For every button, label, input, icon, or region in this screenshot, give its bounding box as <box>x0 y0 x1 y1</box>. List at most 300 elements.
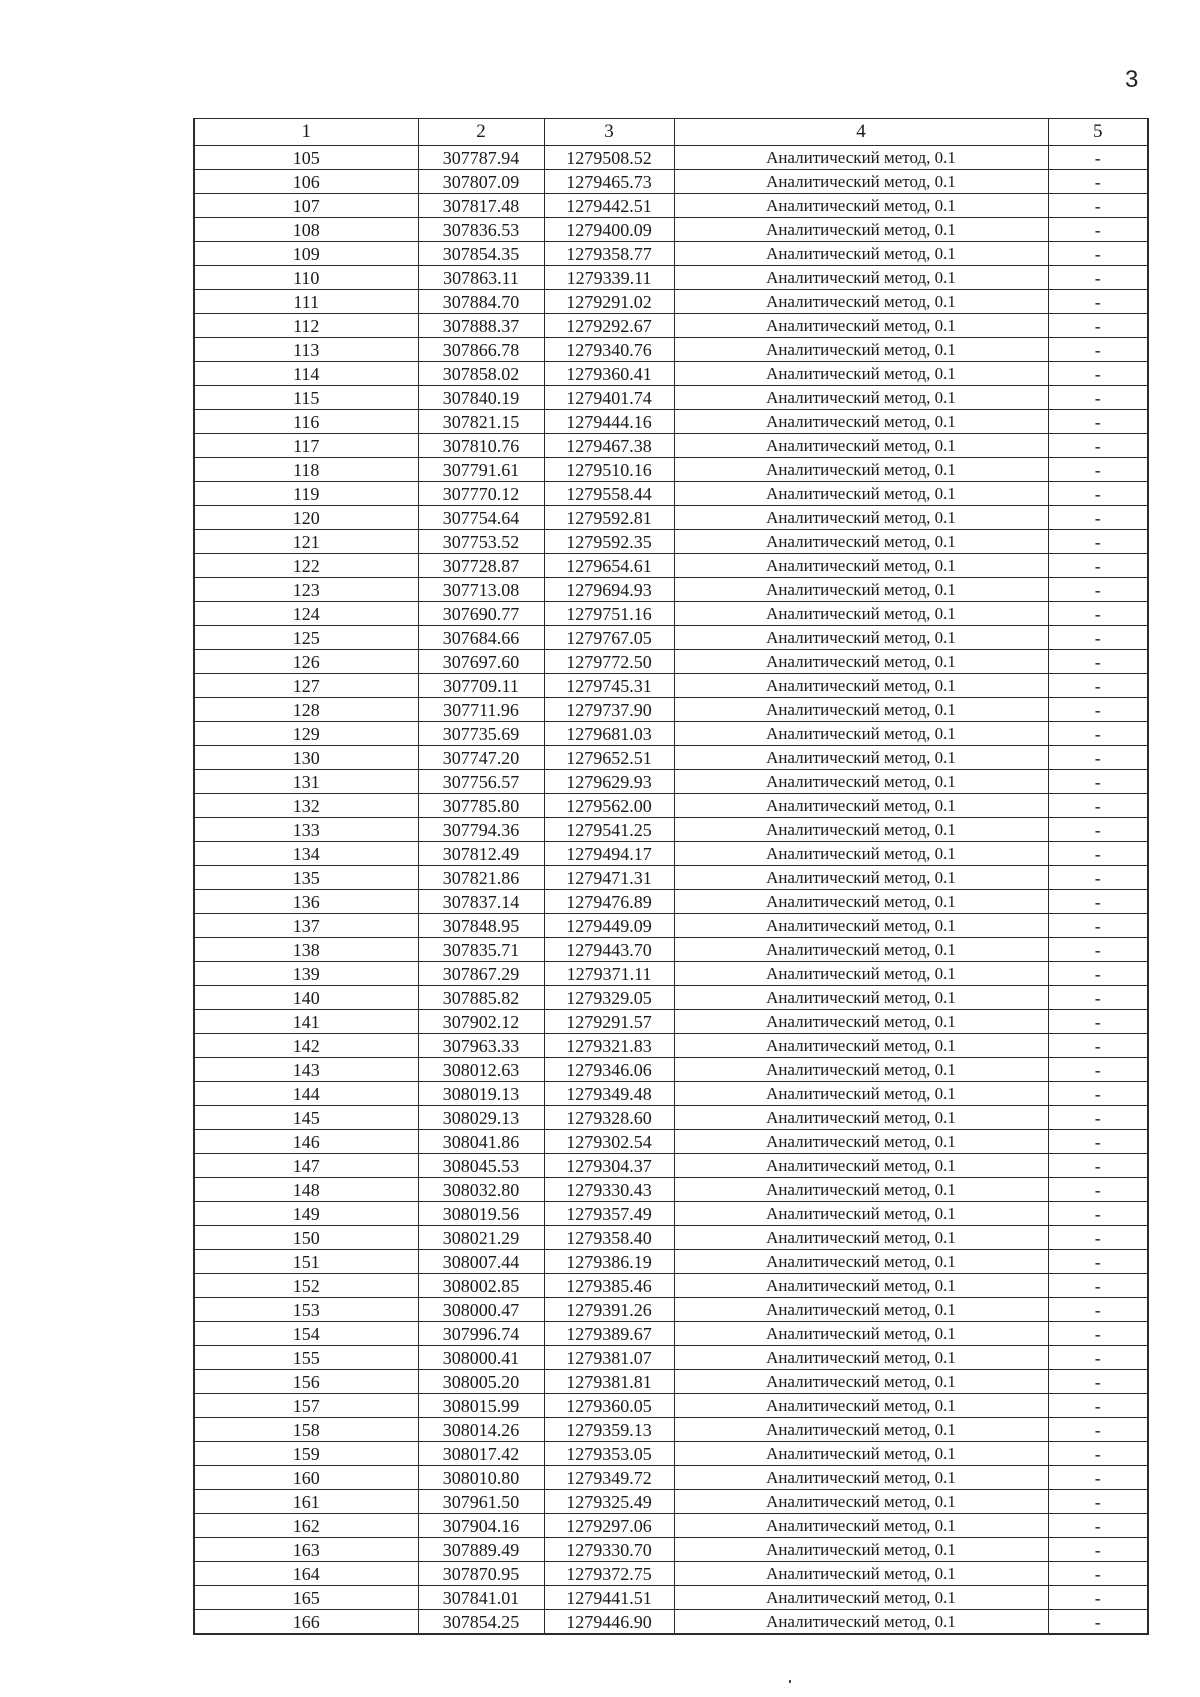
x-coordinate-cell: 307836.53 <box>418 218 544 242</box>
note-cell: - <box>1048 290 1148 314</box>
table-row <box>194 1298 1148 1322</box>
x-coordinate-cell: 307791.61 <box>418 458 544 482</box>
x-coordinate-cell: 307888.37 <box>418 314 544 338</box>
x-coordinate-cell: 307817.48 <box>418 194 544 218</box>
table-header-row <box>194 119 1148 146</box>
y-coordinate-cell: 1279558.44 <box>544 482 674 506</box>
point-number-cell: 108 <box>194 218 418 242</box>
method-cell: Аналитический метод, 0.1 <box>674 506 1048 530</box>
x-coordinate-cell: 307841.01 <box>418 1586 544 1610</box>
method-cell: Аналитический метод, 0.1 <box>674 194 1048 218</box>
y-coordinate-cell: 1279441.51 <box>544 1586 674 1610</box>
page-number: 3 <box>1125 66 1139 93</box>
table-row <box>194 146 1148 170</box>
note-cell: - <box>1048 698 1148 722</box>
table-row <box>194 1034 1148 1058</box>
point-number-cell: 166 <box>194 1610 418 1635</box>
table-row <box>194 866 1148 890</box>
x-coordinate-cell: 307753.52 <box>418 530 544 554</box>
table-row <box>194 410 1148 434</box>
y-coordinate-cell: 1279471.31 <box>544 866 674 890</box>
x-coordinate-cell: 307867.29 <box>418 962 544 986</box>
x-coordinate-cell: 307904.16 <box>418 1514 544 1538</box>
note-cell: - <box>1048 818 1148 842</box>
x-coordinate-cell: 307770.12 <box>418 482 544 506</box>
y-coordinate-cell: 1279349.72 <box>544 1466 674 1490</box>
note-cell: - <box>1048 458 1148 482</box>
column-header-2: 2 <box>418 119 544 146</box>
note-cell: - <box>1048 1466 1148 1490</box>
y-coordinate-cell: 1279508.52 <box>544 146 674 170</box>
point-number-cell: 133 <box>194 818 418 842</box>
table-row <box>194 578 1148 602</box>
y-coordinate-cell: 1279510.16 <box>544 458 674 482</box>
point-number-cell: 116 <box>194 410 418 434</box>
note-cell: - <box>1048 746 1148 770</box>
y-coordinate-cell: 1279386.19 <box>544 1250 674 1274</box>
x-coordinate-cell: 307821.86 <box>418 866 544 890</box>
table-row <box>194 1130 1148 1154</box>
method-cell: Аналитический метод, 0.1 <box>674 602 1048 626</box>
note-cell: - <box>1048 770 1148 794</box>
x-coordinate-cell: 307840.19 <box>418 386 544 410</box>
point-number-cell: 111 <box>194 290 418 314</box>
table-row <box>194 290 1148 314</box>
note-cell: - <box>1048 866 1148 890</box>
x-coordinate-cell: 308002.85 <box>418 1274 544 1298</box>
note-cell: - <box>1048 410 1148 434</box>
method-cell: Аналитический метод, 0.1 <box>674 626 1048 650</box>
column-header-3: 3 <box>544 119 674 146</box>
method-cell: Аналитический метод, 0.1 <box>674 1322 1048 1346</box>
point-number-cell: 158 <box>194 1418 418 1442</box>
x-coordinate-cell: 307690.77 <box>418 602 544 626</box>
table-row <box>194 722 1148 746</box>
method-cell: Аналитический метод, 0.1 <box>674 794 1048 818</box>
x-coordinate-cell: 307810.76 <box>418 434 544 458</box>
y-coordinate-cell: 1279291.02 <box>544 290 674 314</box>
note-cell: - <box>1048 1106 1148 1130</box>
x-coordinate-cell: 307697.60 <box>418 650 544 674</box>
table-row <box>194 1442 1148 1466</box>
point-number-cell: 109 <box>194 242 418 266</box>
y-coordinate-cell: 1279654.61 <box>544 554 674 578</box>
table-row <box>194 794 1148 818</box>
y-coordinate-cell: 1279467.38 <box>544 434 674 458</box>
point-number-cell: 147 <box>194 1154 418 1178</box>
y-coordinate-cell: 1279694.93 <box>544 578 674 602</box>
point-number-cell: 150 <box>194 1226 418 1250</box>
note-cell: - <box>1048 1298 1148 1322</box>
x-coordinate-cell: 308000.41 <box>418 1346 544 1370</box>
table-row <box>194 530 1148 554</box>
point-number-cell: 129 <box>194 722 418 746</box>
point-number-cell: 124 <box>194 602 418 626</box>
table-row <box>194 1010 1148 1034</box>
table-row <box>194 1178 1148 1202</box>
point-number-cell: 155 <box>194 1346 418 1370</box>
method-cell: Аналитический метод, 0.1 <box>674 1298 1048 1322</box>
y-coordinate-cell: 1279357.49 <box>544 1202 674 1226</box>
table-row <box>194 1562 1148 1586</box>
x-coordinate-cell: 307684.66 <box>418 626 544 650</box>
point-number-cell: 163 <box>194 1538 418 1562</box>
note-cell: - <box>1048 1610 1148 1635</box>
table-row <box>194 1466 1148 1490</box>
y-coordinate-cell: 1279329.05 <box>544 986 674 1010</box>
x-coordinate-cell: 308012.63 <box>418 1058 544 1082</box>
x-coordinate-cell: 307807.09 <box>418 170 544 194</box>
x-coordinate-cell: 307863.11 <box>418 266 544 290</box>
y-coordinate-cell: 1279359.13 <box>544 1418 674 1442</box>
note-cell: - <box>1048 1010 1148 1034</box>
table-row <box>194 842 1148 866</box>
table-row <box>194 1274 1148 1298</box>
note-cell: - <box>1048 674 1148 698</box>
x-coordinate-cell: 308014.26 <box>418 1418 544 1442</box>
y-coordinate-cell: 1279444.16 <box>544 410 674 434</box>
x-coordinate-cell: 307858.02 <box>418 362 544 386</box>
y-coordinate-cell: 1279325.49 <box>544 1490 674 1514</box>
scan-artifact <box>789 1680 791 1683</box>
note-cell: - <box>1048 1442 1148 1466</box>
table-row <box>194 1106 1148 1130</box>
method-cell: Аналитический метод, 0.1 <box>674 1370 1048 1394</box>
y-coordinate-cell: 1279629.93 <box>544 770 674 794</box>
method-cell: Аналитический метод, 0.1 <box>674 650 1048 674</box>
x-coordinate-cell: 307996.74 <box>418 1322 544 1346</box>
x-coordinate-cell: 307889.49 <box>418 1538 544 1562</box>
point-number-cell: 145 <box>194 1106 418 1130</box>
point-number-cell: 144 <box>194 1082 418 1106</box>
y-coordinate-cell: 1279737.90 <box>544 698 674 722</box>
point-number-cell: 105 <box>194 146 418 170</box>
point-number-cell: 142 <box>194 1034 418 1058</box>
x-coordinate-cell: 308019.13 <box>418 1082 544 1106</box>
x-coordinate-cell: 307821.15 <box>418 410 544 434</box>
y-coordinate-cell: 1279449.09 <box>544 914 674 938</box>
point-number-cell: 162 <box>194 1514 418 1538</box>
y-coordinate-cell: 1279302.54 <box>544 1130 674 1154</box>
y-coordinate-cell: 1279592.81 <box>544 506 674 530</box>
y-coordinate-cell: 1279541.25 <box>544 818 674 842</box>
method-cell: Аналитический метод, 0.1 <box>674 1154 1048 1178</box>
note-cell: - <box>1048 1178 1148 1202</box>
method-cell: Аналитический метод, 0.1 <box>674 914 1048 938</box>
note-cell: - <box>1048 650 1148 674</box>
x-coordinate-cell: 307961.50 <box>418 1490 544 1514</box>
note-cell: - <box>1048 1274 1148 1298</box>
note-cell: - <box>1048 890 1148 914</box>
method-cell: Аналитический метод, 0.1 <box>674 1490 1048 1514</box>
table-row <box>194 818 1148 842</box>
note-cell: - <box>1048 194 1148 218</box>
point-number-cell: 141 <box>194 1010 418 1034</box>
method-cell: Аналитический метод, 0.1 <box>674 746 1048 770</box>
note-cell: - <box>1048 986 1148 1010</box>
point-number-cell: 151 <box>194 1250 418 1274</box>
method-cell: Аналитический метод, 0.1 <box>674 1274 1048 1298</box>
table-row <box>194 434 1148 458</box>
method-cell: Аналитический метод, 0.1 <box>674 218 1048 242</box>
y-coordinate-cell: 1279751.16 <box>544 602 674 626</box>
note-cell: - <box>1048 170 1148 194</box>
note-cell: - <box>1048 1586 1148 1610</box>
point-number-cell: 152 <box>194 1274 418 1298</box>
table-row <box>194 170 1148 194</box>
y-coordinate-cell: 1279360.05 <box>544 1394 674 1418</box>
table-row <box>194 1490 1148 1514</box>
point-number-cell: 132 <box>194 794 418 818</box>
y-coordinate-cell: 1279346.06 <box>544 1058 674 1082</box>
y-coordinate-cell: 1279401.74 <box>544 386 674 410</box>
method-cell: Аналитический метод, 0.1 <box>674 170 1048 194</box>
column-header-4: 4 <box>674 119 1048 146</box>
y-coordinate-cell: 1279391.26 <box>544 1298 674 1322</box>
x-coordinate-cell: 308000.47 <box>418 1298 544 1322</box>
method-cell: Аналитический метод, 0.1 <box>674 770 1048 794</box>
point-number-cell: 127 <box>194 674 418 698</box>
point-number-cell: 106 <box>194 170 418 194</box>
y-coordinate-cell: 1279330.43 <box>544 1178 674 1202</box>
point-number-cell: 156 <box>194 1370 418 1394</box>
table-row <box>194 938 1148 962</box>
note-cell: - <box>1048 914 1148 938</box>
x-coordinate-cell: 308021.29 <box>418 1226 544 1250</box>
y-coordinate-cell: 1279562.00 <box>544 794 674 818</box>
table-row <box>194 314 1148 338</box>
x-coordinate-cell: 308045.53 <box>418 1154 544 1178</box>
y-coordinate-cell: 1279476.89 <box>544 890 674 914</box>
method-cell: Аналитический метод, 0.1 <box>674 242 1048 266</box>
point-number-cell: 113 <box>194 338 418 362</box>
table-row <box>194 194 1148 218</box>
x-coordinate-cell: 308019.56 <box>418 1202 544 1226</box>
table-row <box>194 506 1148 530</box>
method-cell: Аналитический метод, 0.1 <box>674 698 1048 722</box>
method-cell: Аналитический метод, 0.1 <box>674 866 1048 890</box>
table-row <box>194 1322 1148 1346</box>
method-cell: Аналитический метод, 0.1 <box>674 290 1048 314</box>
note-cell: - <box>1048 266 1148 290</box>
note-cell: - <box>1048 1418 1148 1442</box>
method-cell: Аналитический метод, 0.1 <box>674 1538 1048 1562</box>
point-number-cell: 140 <box>194 986 418 1010</box>
column-header-1: 1 <box>194 119 418 146</box>
y-coordinate-cell: 1279446.90 <box>544 1610 674 1635</box>
method-cell: Аналитический метод, 0.1 <box>674 1586 1048 1610</box>
x-coordinate-cell: 307870.95 <box>418 1562 544 1586</box>
point-number-cell: 110 <box>194 266 418 290</box>
note-cell: - <box>1048 962 1148 986</box>
y-coordinate-cell: 1279381.07 <box>544 1346 674 1370</box>
table-row <box>194 746 1148 770</box>
table-row <box>194 962 1148 986</box>
table-row <box>194 890 1148 914</box>
method-cell: Аналитический метод, 0.1 <box>674 842 1048 866</box>
x-coordinate-cell: 307902.12 <box>418 1010 544 1034</box>
point-number-cell: 149 <box>194 1202 418 1226</box>
table-row <box>194 338 1148 362</box>
method-cell: Аналитический метод, 0.1 <box>674 1514 1048 1538</box>
note-cell: - <box>1048 1082 1148 1106</box>
x-coordinate-cell: 307756.57 <box>418 770 544 794</box>
method-cell: Аналитический метод, 0.1 <box>674 1106 1048 1130</box>
coordinates-table-body <box>194 119 1148 1635</box>
x-coordinate-cell: 307785.80 <box>418 794 544 818</box>
note-cell: - <box>1048 626 1148 650</box>
point-number-cell: 137 <box>194 914 418 938</box>
y-coordinate-cell: 1279381.81 <box>544 1370 674 1394</box>
table-row <box>194 458 1148 482</box>
point-number-cell: 159 <box>194 1442 418 1466</box>
method-cell: Аналитический метод, 0.1 <box>674 1130 1048 1154</box>
y-coordinate-cell: 1279371.11 <box>544 962 674 986</box>
point-number-cell: 126 <box>194 650 418 674</box>
method-cell: Аналитический метод, 0.1 <box>674 1346 1048 1370</box>
note-cell: - <box>1048 530 1148 554</box>
x-coordinate-cell: 308032.80 <box>418 1178 544 1202</box>
y-coordinate-cell: 1279297.06 <box>544 1514 674 1538</box>
method-cell: Аналитический метод, 0.1 <box>674 1082 1048 1106</box>
y-coordinate-cell: 1279358.77 <box>544 242 674 266</box>
x-coordinate-cell: 307711.96 <box>418 698 544 722</box>
point-number-cell: 153 <box>194 1298 418 1322</box>
note-cell: - <box>1048 1562 1148 1586</box>
method-cell: Аналитический метод, 0.1 <box>674 1202 1048 1226</box>
method-cell: Аналитический метод, 0.1 <box>674 890 1048 914</box>
method-cell: Аналитический метод, 0.1 <box>674 458 1048 482</box>
table-row <box>194 1610 1148 1635</box>
point-number-cell: 125 <box>194 626 418 650</box>
note-cell: - <box>1048 1322 1148 1346</box>
y-coordinate-cell: 1279767.05 <box>544 626 674 650</box>
point-number-cell: 114 <box>194 362 418 386</box>
method-cell: Аналитический метод, 0.1 <box>674 962 1048 986</box>
note-cell: - <box>1048 1490 1148 1514</box>
y-coordinate-cell: 1279339.11 <box>544 266 674 290</box>
method-cell: Аналитический метод, 0.1 <box>674 1442 1048 1466</box>
y-coordinate-cell: 1279353.05 <box>544 1442 674 1466</box>
y-coordinate-cell: 1279321.83 <box>544 1034 674 1058</box>
point-number-cell: 164 <box>194 1562 418 1586</box>
point-number-cell: 165 <box>194 1586 418 1610</box>
point-number-cell: 154 <box>194 1322 418 1346</box>
x-coordinate-cell: 307884.70 <box>418 290 544 314</box>
point-number-cell: 143 <box>194 1058 418 1082</box>
point-number-cell: 134 <box>194 842 418 866</box>
method-cell: Аналитический метод, 0.1 <box>674 338 1048 362</box>
note-cell: - <box>1048 434 1148 458</box>
table-row <box>194 482 1148 506</box>
note-cell: - <box>1048 1034 1148 1058</box>
y-coordinate-cell: 1279349.48 <box>544 1082 674 1106</box>
x-coordinate-cell: 307963.33 <box>418 1034 544 1058</box>
x-coordinate-cell: 307735.69 <box>418 722 544 746</box>
point-number-cell: 121 <box>194 530 418 554</box>
method-cell: Аналитический метод, 0.1 <box>674 1010 1048 1034</box>
point-number-cell: 120 <box>194 506 418 530</box>
table-row <box>194 1154 1148 1178</box>
y-coordinate-cell: 1279465.73 <box>544 170 674 194</box>
method-cell: Аналитический метод, 0.1 <box>674 1466 1048 1490</box>
point-number-cell: 157 <box>194 1394 418 1418</box>
table-row <box>194 770 1148 794</box>
x-coordinate-cell: 307866.78 <box>418 338 544 362</box>
note-cell: - <box>1048 1058 1148 1082</box>
table-row <box>194 242 1148 266</box>
point-number-cell: 123 <box>194 578 418 602</box>
x-coordinate-cell: 307794.36 <box>418 818 544 842</box>
y-coordinate-cell: 1279443.70 <box>544 938 674 962</box>
note-cell: - <box>1048 1226 1148 1250</box>
table-row <box>194 626 1148 650</box>
y-coordinate-cell: 1279358.40 <box>544 1226 674 1250</box>
method-cell: Аналитический метод, 0.1 <box>674 146 1048 170</box>
coordinates-table <box>193 118 1149 1635</box>
table-row <box>194 986 1148 1010</box>
method-cell: Аналитический метод, 0.1 <box>674 554 1048 578</box>
method-cell: Аналитический метод, 0.1 <box>674 314 1048 338</box>
point-number-cell: 146 <box>194 1130 418 1154</box>
method-cell: Аналитический метод, 0.1 <box>674 266 1048 290</box>
point-number-cell: 112 <box>194 314 418 338</box>
note-cell: - <box>1048 506 1148 530</box>
y-coordinate-cell: 1279372.75 <box>544 1562 674 1586</box>
note-cell: - <box>1048 1346 1148 1370</box>
table-row <box>194 674 1148 698</box>
table-row <box>194 218 1148 242</box>
x-coordinate-cell: 308010.80 <box>418 1466 544 1490</box>
table-row <box>194 650 1148 674</box>
method-cell: Аналитический метод, 0.1 <box>674 530 1048 554</box>
method-cell: Аналитический метод, 0.1 <box>674 818 1048 842</box>
x-coordinate-cell: 307713.08 <box>418 578 544 602</box>
method-cell: Аналитический метод, 0.1 <box>674 986 1048 1010</box>
x-coordinate-cell: 307837.14 <box>418 890 544 914</box>
table-row <box>194 1538 1148 1562</box>
note-cell: - <box>1048 1202 1148 1226</box>
method-cell: Аналитический метод, 0.1 <box>674 938 1048 962</box>
x-coordinate-cell: 307854.25 <box>418 1610 544 1635</box>
table-row <box>194 1394 1148 1418</box>
method-cell: Аналитический метод, 0.1 <box>674 482 1048 506</box>
y-coordinate-cell: 1279442.51 <box>544 194 674 218</box>
method-cell: Аналитический метод, 0.1 <box>674 410 1048 434</box>
x-coordinate-cell: 307854.35 <box>418 242 544 266</box>
note-cell: - <box>1048 1370 1148 1394</box>
table-row <box>194 1418 1148 1442</box>
note-cell: - <box>1048 314 1148 338</box>
x-coordinate-cell: 307848.95 <box>418 914 544 938</box>
y-coordinate-cell: 1279292.67 <box>544 314 674 338</box>
method-cell: Аналитический метод, 0.1 <box>674 434 1048 458</box>
table-row <box>194 554 1148 578</box>
table-row <box>194 1370 1148 1394</box>
method-cell: Аналитический метод, 0.1 <box>674 722 1048 746</box>
table-row <box>194 266 1148 290</box>
x-coordinate-cell: 307747.20 <box>418 746 544 770</box>
y-coordinate-cell: 1279494.17 <box>544 842 674 866</box>
method-cell: Аналитический метод, 0.1 <box>674 1610 1048 1635</box>
point-number-cell: 160 <box>194 1466 418 1490</box>
table-row <box>194 1346 1148 1370</box>
note-cell: - <box>1048 1130 1148 1154</box>
point-number-cell: 139 <box>194 962 418 986</box>
point-number-cell: 130 <box>194 746 418 770</box>
y-coordinate-cell: 1279291.57 <box>544 1010 674 1034</box>
table-row <box>194 1226 1148 1250</box>
